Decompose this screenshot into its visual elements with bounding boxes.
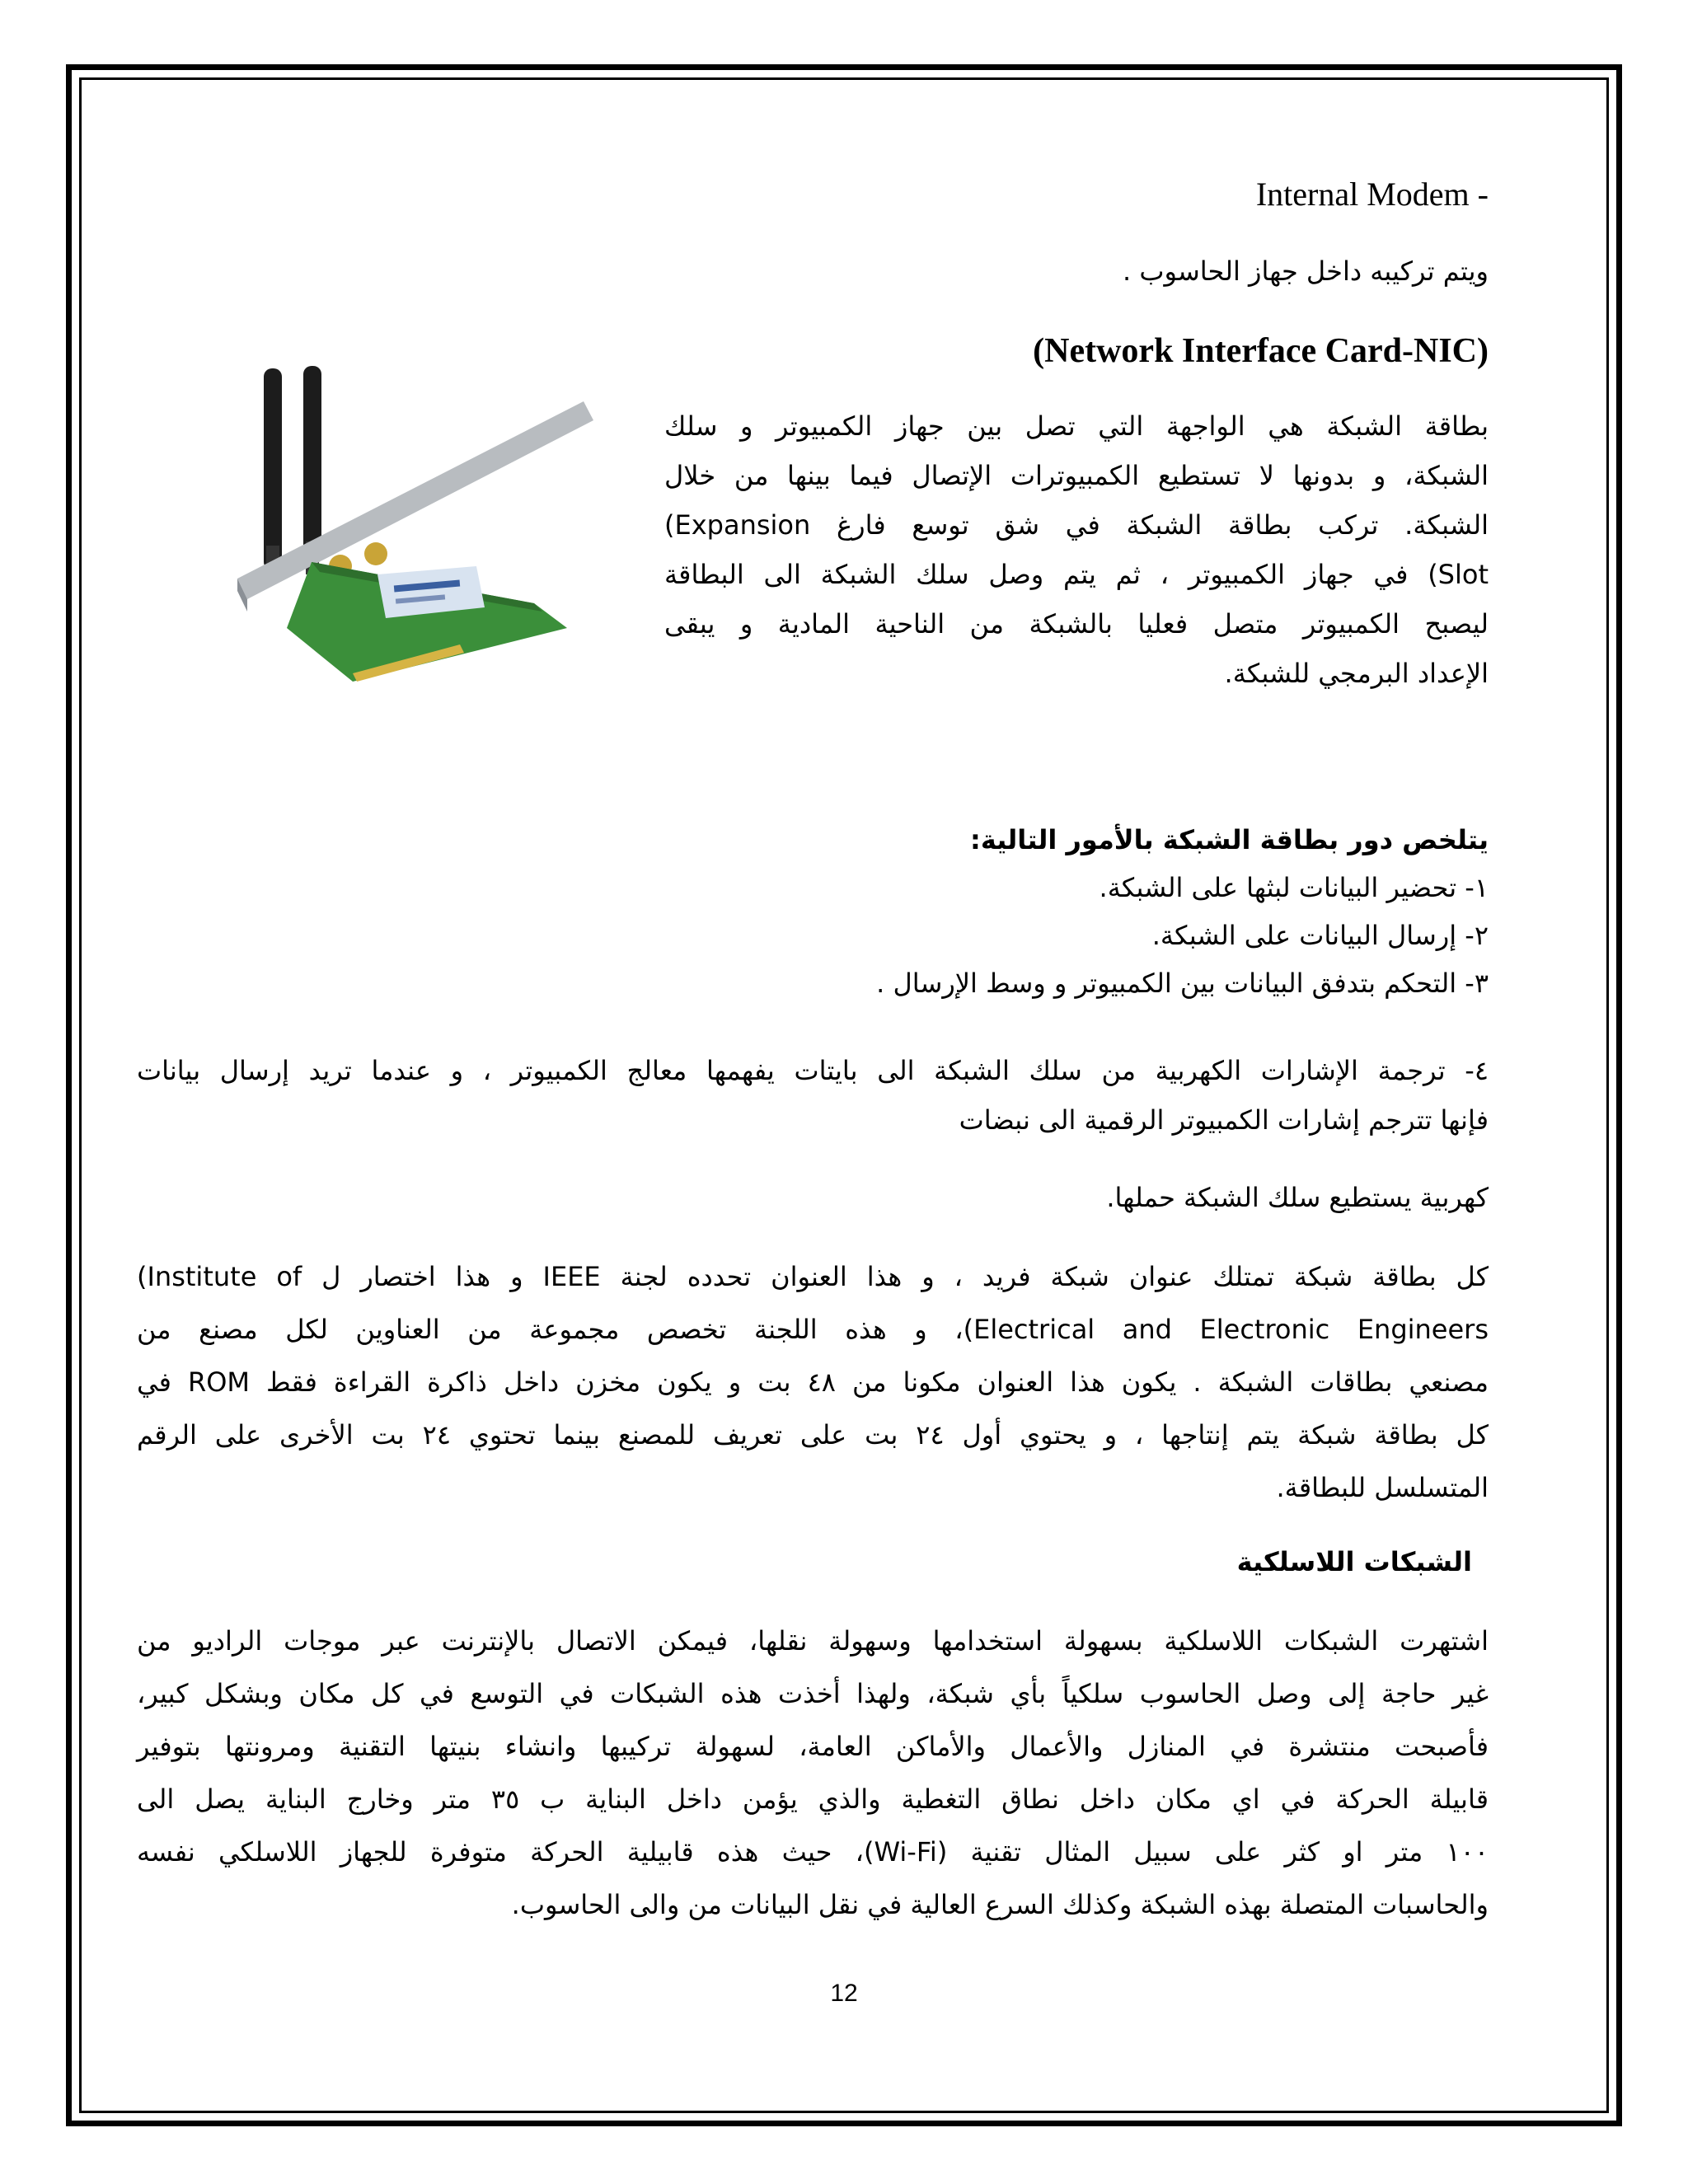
address-line-4: كل بطاقة شبكة يتم إنتاجها ، و يحتوي أول ٢٤ بت على تعريف للمصنع بينما تحتوي ٢٤ بت الأخرى على الرقم [137,1419,1489,1451]
wireless-line-4: قابيلة الحركة في اي مكان داخل نطاق التغطية والذي يؤمن داخل البناية ب ٣٥ متر وخارج البناية يصل الى [137,1783,1489,1815]
nic-line-1: بطاقة الشبكة هي الواجهة التي تصل بين جهاز الكمبيوتر و سلك [664,410,1489,442]
roles-heading: يتلخص دور بطاقة الشبكة بالأمور التالية: [970,824,1489,855]
nic-line-6: الإعداد البرمجي للشبكة. [1224,658,1489,689]
role-item-3: ٣- التحكم بتدفق البيانات بين الكمبيوتر و وسط الإرسال . [876,968,1489,999]
wireless-line-2: غير حاجة إلى وصل الحاسوب سلكياً بأي شبكة، ولهذا أخذت هذه الشبكات في التوسع في كل مكان وبشكل كبير، [137,1678,1489,1709]
wireless-line-3: فأصبحت منتشرة في المنازل والأعمال والأماكن العامة، لسهولة تركيبها وانشاء بنيتها التقنية ومرونتها بتوفير [137,1731,1489,1762]
nic-line-5: ليصبح الكمبيوتر متصل فعليا بالشبكة من الناحية المادية و يبقى [664,608,1489,640]
wireless-line-5: ١٠٠ متر او كثر على سبيل المثال تقنية (Wi-Fi)، حيث هذه قابيلية الحركة متوفرة للجهاز اللاسلكي نفسه [137,1836,1489,1868]
role-item-4-line-2: فإنها تترجم إشارات الكمبيوتر الرقمية الى نبضات [959,1104,1489,1136]
address-line-2: Electrical and Electronic Engineers)، و هذه اللجنة تخصص مجموعة من العناوين لكل مصنع من [137,1314,1489,1345]
nic-line-4: Slot) في جهاز الكمبيوتر ، ثم يتم وصل سلك الشبكة الى البطاقة [664,559,1489,590]
page-number: 12 [830,1980,858,2007]
nic-line-2: الشبكة، و بدونها لا تستطيع الكمبيوترات الإتصال فيما بينها من خلال [664,460,1489,491]
address-line-5: المتسلسل للبطاقة. [1276,1472,1489,1503]
wireless-line-1: اشتهرت الشبكات اللاسلكية بسهولة استخدامها وسهولة نقلها، فيمكن الاتصال بالإنترنت عبر موجات الراديو من [137,1625,1489,1657]
address-line-3: مصنعي بطاقات الشبكة . يكون هذا العنوان مكونا من ٤٨ بت و يكون مخزن داخل ذاكرة القراءة فقط ROM في [137,1366,1489,1398]
internal-modem-heading: Internal Modem - [1255,176,1489,213]
role-item-1: ١- تحضير البيانات لبثها على الشبكة. [1099,872,1489,903]
role-item-4-line-1: ٤- ترجمة الإشارات الكهربية من سلك الشبكة الى بايتات يفهمها معالج الكمبيوتر ، و عندما تريد إرسال بيانات [137,1055,1489,1086]
nic-title: (Network Interface Card-NIC) [1033,332,1489,370]
nic-line-3: الشبكة. تركب بطاقة الشبكة في شق توسع فارغ Expansion) [664,509,1489,541]
address-line-1: كل بطاقة شبكة تمتلك عنوان شبكة فريد ، و هذا العنوان تحدده لجنة IEEE و هذا اختصار ل Institute of) [137,1261,1489,1292]
wireless-line-6: والحاسبات المتصلة بهذه الشبكة وكذلك السرع العالية في نقل البيانات من والى الحاسوب. [511,1889,1489,1920]
install-line: ويتم تركيبه داخل جهاز الحاسوب . [1122,255,1489,287]
role-item-2: ٢- إرسال البيانات على الشبكة. [1151,920,1489,951]
role-item-4-tail: كهربية يستطيع سلك الشبكة حملها. [1106,1182,1489,1213]
network-card-icon [188,356,617,686]
wireless-heading: الشبكات اللاسلكية [1236,1546,1472,1577]
